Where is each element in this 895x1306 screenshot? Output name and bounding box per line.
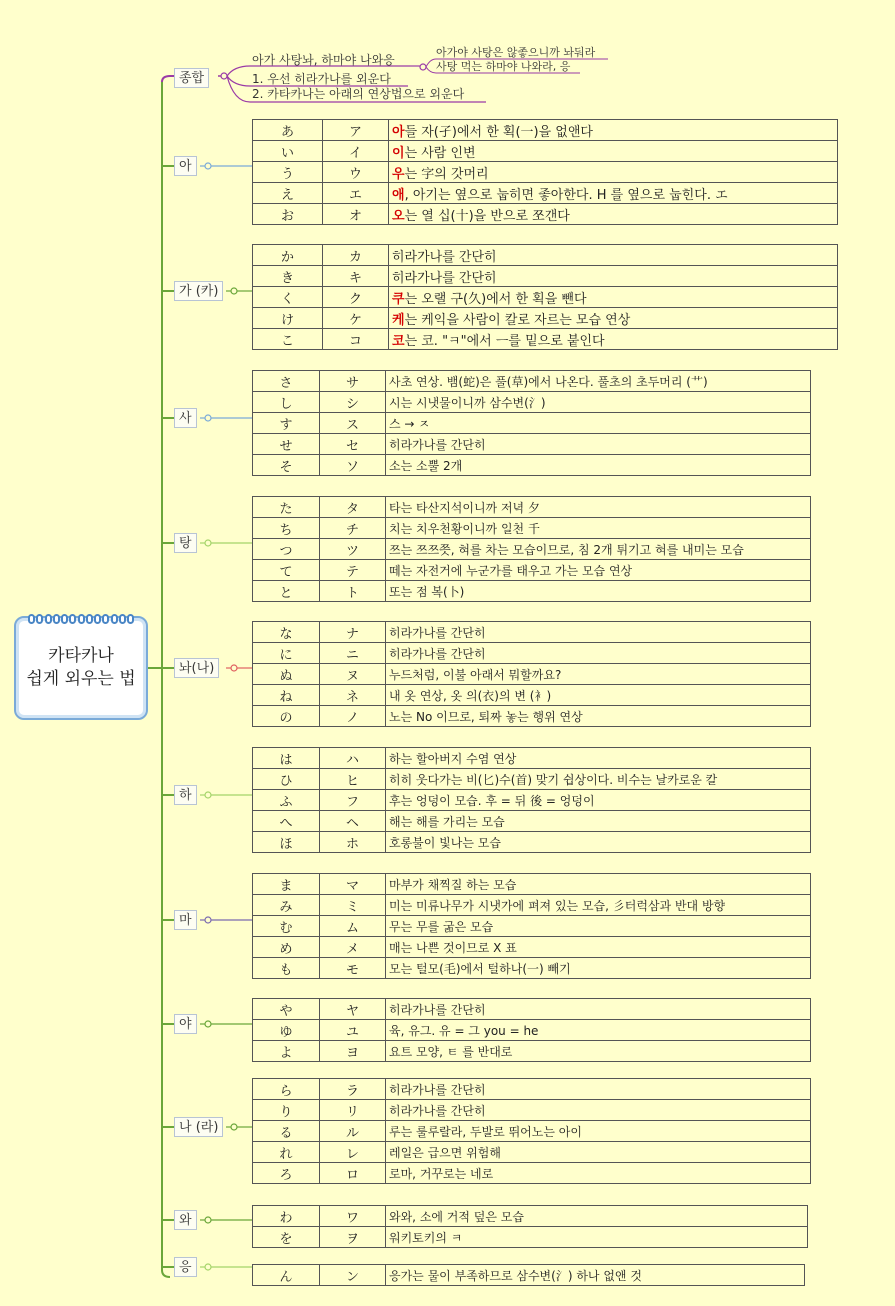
- hiragana-cell: な: [253, 622, 320, 643]
- katakana-cell: ノ: [320, 706, 386, 727]
- branch-node-6[interactable]: 마: [174, 910, 197, 930]
- mnemonic-cell: 히라가나를 간단히: [386, 999, 811, 1020]
- mnemonic-cell: 히라가나를 간단히: [386, 1100, 811, 1121]
- hiragana-cell: ろ: [253, 1163, 320, 1184]
- hiragana-cell: ふ: [253, 790, 320, 811]
- katakana-cell: レ: [320, 1142, 386, 1163]
- table-row: [253, 1163, 811, 1184]
- mnemonic-cell: 요트 모양, ㅌ 를 반대로: [386, 1041, 811, 1062]
- table-row: [253, 622, 811, 643]
- hiragana-cell: は: [253, 748, 320, 769]
- branch-summary[interactable]: 종합: [174, 68, 209, 88]
- mnemonic-cell: 쯔는 쯔쯔쯧, 혀를 차는 모습이므로, 침 2개 튀기고 혀를 내미는 모습: [386, 539, 811, 560]
- katakana-cell: ラ: [320, 1079, 386, 1100]
- table-row: [253, 204, 838, 225]
- table-row: [253, 371, 811, 392]
- hiragana-cell: た: [253, 497, 320, 518]
- hiragana-cell: み: [253, 895, 320, 916]
- table-row: [253, 958, 811, 979]
- katakana-cell: チ: [320, 518, 386, 539]
- mnemonic-cell: 모는 털모(毛)에서 털하나(一) 빼기: [386, 958, 811, 979]
- summary-step1[interactable]: 1. 우선 히라가나를 외운다: [252, 72, 391, 86]
- mnemonic-cell: 레일은 급으면 위험해: [386, 1142, 811, 1163]
- hiragana-cell: せ: [253, 434, 320, 455]
- katakana-cell: ナ: [320, 622, 386, 643]
- mnemonic-cell: 무는 무를 굶은 모습: [386, 916, 811, 937]
- hiragana-cell: の: [253, 706, 320, 727]
- kana-table-7: [252, 998, 811, 1062]
- hiragana-cell: け: [253, 308, 323, 329]
- hiragana-cell: ね: [253, 685, 320, 706]
- mnemonic-cell: 히라가나를 간단히: [386, 1079, 811, 1100]
- katakana-cell: ネ: [320, 685, 386, 706]
- table-row: [253, 266, 838, 287]
- table-row: [253, 1079, 811, 1100]
- mnemonic-cell: 내 옷 연상, 옷 의(衣)의 변 (衤): [386, 685, 811, 706]
- table-row: [253, 581, 811, 602]
- mnemonic-cell: 히히 웃다가는 비(匕)수(首) 맞기 쉽상이다. 비수는 날카로운 칼: [386, 769, 811, 790]
- table-row: [253, 895, 811, 916]
- mnemonic-cell: 애, 아기는 옆으로 눕히면 좋아한다. H 를 옆으로 눕힌다. エ: [389, 183, 838, 204]
- katakana-cell: ヤ: [320, 999, 386, 1020]
- katakana-cell: ハ: [320, 748, 386, 769]
- mnemonic-cell: 스 → ㅈ: [386, 413, 811, 434]
- kana-table-5: [252, 747, 811, 853]
- katakana-cell: ヘ: [320, 811, 386, 832]
- katakana-cell: マ: [320, 874, 386, 895]
- mnemonic-cell: 코는 코. "ㅋ"에서 ㅡ를 밑으로 붙인다: [389, 329, 838, 350]
- table-row: [253, 1227, 808, 1248]
- hiragana-cell: へ: [253, 811, 320, 832]
- hiragana-cell: ゆ: [253, 1020, 320, 1041]
- katakana-cell: ヲ: [320, 1227, 386, 1248]
- katakana-cell: モ: [320, 958, 386, 979]
- table-row: [253, 434, 811, 455]
- katakana-cell: ワ: [320, 1206, 386, 1227]
- hiragana-cell: こ: [253, 329, 323, 350]
- hiragana-cell: え: [253, 183, 323, 204]
- kana-table-4: [252, 621, 811, 727]
- mnemonic-cell: 오는 열 십(十)을 반으로 쪼갠다: [389, 204, 838, 225]
- hiragana-cell: に: [253, 643, 320, 664]
- summary-note-main[interactable]: 아가 사탕놔, 하마야 나와응: [252, 53, 395, 67]
- table-row: [253, 120, 838, 141]
- mnemonic-cell: 누드처럼, 이불 아래서 뭐할까요?: [386, 664, 811, 685]
- katakana-cell: リ: [320, 1100, 386, 1121]
- table-row: [253, 518, 811, 539]
- hiragana-cell: ほ: [253, 832, 320, 853]
- branch-node-1[interactable]: 가 (카): [174, 281, 223, 301]
- katakana-cell: ス: [320, 413, 386, 434]
- table-row: [253, 560, 811, 581]
- hiragana-cell: る: [253, 1121, 320, 1142]
- hiragana-cell: ぬ: [253, 664, 320, 685]
- table-row: [253, 183, 838, 204]
- katakana-cell: ン: [320, 1265, 386, 1286]
- mnemonic-cell: 시는 시냇물이니까 삼수변(氵): [386, 392, 811, 413]
- hiragana-cell: す: [253, 413, 320, 434]
- hiragana-cell: ら: [253, 1079, 320, 1100]
- summary-note-sub2[interactable]: 사탕 먹는 하마야 나와라, 응: [436, 60, 571, 73]
- table-row: [253, 832, 811, 853]
- table-row: [253, 308, 838, 329]
- kana-table-2: [252, 370, 811, 476]
- table-row: [253, 539, 811, 560]
- hiragana-cell: ひ: [253, 769, 320, 790]
- kana-table-0: [252, 119, 838, 225]
- hiragana-cell: さ: [253, 371, 320, 392]
- katakana-cell: ヒ: [320, 769, 386, 790]
- hiragana-cell: い: [253, 141, 323, 162]
- katakana-cell: ケ: [323, 308, 389, 329]
- mnemonic-cell: 히라가나를 간단히: [386, 434, 811, 455]
- hiragana-cell: き: [253, 266, 323, 287]
- mnemonic-cell: 매는 나쁜 것이므로 X 표: [386, 937, 811, 958]
- table-row: [253, 245, 838, 266]
- hiragana-cell: か: [253, 245, 323, 266]
- mnemonic-cell: 히라가나를 간단히: [389, 245, 838, 266]
- mnemonic-cell: 이는 사람 인변: [389, 141, 838, 162]
- hiragana-cell: よ: [253, 1041, 320, 1062]
- mnemonic-cell: 쿠는 오랠 구(久)에서 한 획을 뺀다: [389, 287, 838, 308]
- mnemonic-cell: 또는 점 복(卜): [386, 581, 811, 602]
- hiragana-cell: れ: [253, 1142, 320, 1163]
- hiragana-cell: む: [253, 916, 320, 937]
- mnemonic-cell: 응가는 물이 부족하므로 삼수변(氵) 하나 없앤 것: [386, 1265, 805, 1286]
- branch-node-10[interactable]: 응: [174, 1257, 197, 1277]
- table-row: [253, 916, 811, 937]
- katakana-cell: ミ: [320, 895, 386, 916]
- table-row: [253, 685, 811, 706]
- katakana-cell: セ: [320, 434, 386, 455]
- table-row: [253, 329, 838, 350]
- branch-node-3[interactable]: 탕: [174, 533, 197, 553]
- hiragana-cell: め: [253, 937, 320, 958]
- table-row: [253, 162, 838, 183]
- table-row: [253, 1206, 808, 1227]
- table-row: [253, 643, 811, 664]
- katakana-cell: テ: [320, 560, 386, 581]
- katakana-cell: ツ: [320, 539, 386, 560]
- mnemonic-cell: 로마, 거꾸로는 네로: [386, 1163, 811, 1184]
- table-row: [253, 287, 838, 308]
- table-row: [253, 1142, 811, 1163]
- table-row: [253, 1041, 811, 1062]
- mnemonic-cell: 와와, 소에 거적 덮은 모습: [386, 1206, 808, 1227]
- hiragana-cell: ん: [253, 1265, 320, 1286]
- branch-node-5[interactable]: 하: [174, 785, 197, 805]
- katakana-cell: エ: [323, 183, 389, 204]
- branch-node-8[interactable]: 나 (라): [174, 1117, 223, 1137]
- hiragana-cell: わ: [253, 1206, 320, 1227]
- kana-table-8: [252, 1078, 811, 1184]
- center-title-line1: 카타카나: [48, 646, 114, 666]
- table-row: [253, 748, 811, 769]
- hiragana-cell: あ: [253, 120, 323, 141]
- katakana-cell: ル: [320, 1121, 386, 1142]
- mnemonic-cell: 루는 룰루랄라, 두발로 뛰어노는 아이: [386, 1121, 811, 1142]
- mnemonic-cell: 호롱불이 빛나는 모습: [386, 832, 811, 853]
- table-row: [253, 790, 811, 811]
- katakana-cell: フ: [320, 790, 386, 811]
- katakana-cell: ソ: [320, 455, 386, 476]
- katakana-cell: ヌ: [320, 664, 386, 685]
- kana-table-6: [252, 873, 811, 979]
- hiragana-cell: や: [253, 999, 320, 1020]
- hiragana-cell: お: [253, 204, 323, 225]
- mnemonic-cell: 사초 연상. 뱀(蛇)은 풀(草)에서 나온다. 풀초의 초두머리 (艹): [386, 371, 811, 392]
- katakana-cell: ム: [320, 916, 386, 937]
- table-row: [253, 769, 811, 790]
- katakana-cell: シ: [320, 392, 386, 413]
- mnemonic-cell: 하는 할아버지 수염 연상: [386, 748, 811, 769]
- mnemonic-cell: 미는 미류나무가 시냇가에 펴져 있는 모습, 彡터럭삼과 반대 방향: [386, 895, 811, 916]
- katakana-cell: キ: [323, 266, 389, 287]
- hiragana-cell: と: [253, 581, 320, 602]
- summary-step2[interactable]: 2. 카타카나는 아래의 연상법으로 외운다: [252, 87, 465, 101]
- table-row: [253, 664, 811, 685]
- mnemonic-cell: 히라가나를 간단히: [386, 622, 811, 643]
- table-row: [253, 455, 811, 476]
- katakana-cell: ク: [323, 287, 389, 308]
- katakana-cell: イ: [323, 141, 389, 162]
- center-topic[interactable]: [14, 616, 148, 720]
- table-row: [253, 874, 811, 895]
- hiragana-cell: そ: [253, 455, 320, 476]
- katakana-cell: タ: [320, 497, 386, 518]
- branch-node-9[interactable]: 와: [174, 1210, 197, 1230]
- hiragana-cell: う: [253, 162, 323, 183]
- hiragana-cell: ま: [253, 874, 320, 895]
- hiragana-cell: し: [253, 392, 320, 413]
- katakana-cell: オ: [323, 204, 389, 225]
- mnemonic-cell: 우는 字의 갓머리: [389, 162, 838, 183]
- mnemonic-cell: 히라가나를 간단히: [386, 643, 811, 664]
- katakana-cell: メ: [320, 937, 386, 958]
- katakana-cell: ヨ: [320, 1041, 386, 1062]
- table-row: [253, 413, 811, 434]
- summary-note-sub1[interactable]: 아가야 사탕은 않좋으니까 놔둬라: [436, 46, 596, 59]
- mnemonic-cell: 소는 소뿔 2개: [386, 455, 811, 476]
- table-row: [253, 1265, 805, 1286]
- katakana-cell: カ: [323, 245, 389, 266]
- kana-table-10: [252, 1264, 805, 1286]
- katakana-cell: ロ: [320, 1163, 386, 1184]
- notepad-rings: [28, 614, 134, 624]
- mnemonic-cell: 떼는 자전거에 누군가를 태우고 가는 모습 연상: [386, 560, 811, 581]
- kana-table-3: [252, 496, 811, 602]
- katakana-cell: コ: [323, 329, 389, 350]
- hiragana-cell: り: [253, 1100, 320, 1121]
- mnemonic-cell: 아들 자(孑)에서 한 획(一)을 없앤다: [389, 120, 838, 141]
- table-row: [253, 141, 838, 162]
- mnemonic-cell: 노는 No 이므로, 퇴짜 놓는 행위 연상: [386, 706, 811, 727]
- table-row: [253, 811, 811, 832]
- hiragana-cell: つ: [253, 539, 320, 560]
- center-title-line2: 쉽게 외우는 법: [26, 669, 136, 689]
- kana-table-9: [252, 1205, 808, 1248]
- table-row: [253, 1020, 811, 1041]
- katakana-cell: ト: [320, 581, 386, 602]
- branch-node-7[interactable]: 야: [174, 1014, 197, 1034]
- table-row: [253, 1100, 811, 1121]
- mnemonic-cell: 타는 타산지석이니까 저녁 夕: [386, 497, 811, 518]
- katakana-cell: サ: [320, 371, 386, 392]
- table-row: [253, 937, 811, 958]
- mnemonic-cell: 마부가 채찍질 하는 모습: [386, 874, 811, 895]
- mnemonic-cell: 해는 해를 가리는 모습: [386, 811, 811, 832]
- table-row: [253, 1121, 811, 1142]
- katakana-cell: ホ: [320, 832, 386, 853]
- kana-table-1: [252, 244, 838, 350]
- mnemonic-cell: 케는 케익을 사람이 칼로 자르는 모습 연상: [389, 308, 838, 329]
- katakana-cell: ユ: [320, 1020, 386, 1041]
- hiragana-cell: を: [253, 1227, 320, 1248]
- hiragana-cell: も: [253, 958, 320, 979]
- mnemonic-cell: 히라가나를 간단히: [389, 266, 838, 287]
- branch-node-2[interactable]: 사: [174, 408, 197, 428]
- katakana-cell: ア: [323, 120, 389, 141]
- mnemonic-cell: 치는 치우천황이니까 일천 千: [386, 518, 811, 539]
- hiragana-cell: ち: [253, 518, 320, 539]
- branch-node-0[interactable]: 아: [174, 156, 197, 176]
- katakana-cell: ニ: [320, 643, 386, 664]
- table-row: [253, 392, 811, 413]
- table-row: [253, 999, 811, 1020]
- mnemonic-cell: 워키토키의 ㅋ: [386, 1227, 808, 1248]
- table-row: [253, 706, 811, 727]
- branch-node-4[interactable]: 놔(나): [174, 658, 219, 678]
- table-row: [253, 497, 811, 518]
- katakana-cell: ウ: [323, 162, 389, 183]
- mnemonic-cell: 육, 유그. 유 = 그 you = he: [386, 1020, 811, 1041]
- mnemonic-cell: 후는 엉덩이 모습. 후 = 뒤 後 = 엉덩이: [386, 790, 811, 811]
- hiragana-cell: て: [253, 560, 320, 581]
- hiragana-cell: く: [253, 287, 323, 308]
